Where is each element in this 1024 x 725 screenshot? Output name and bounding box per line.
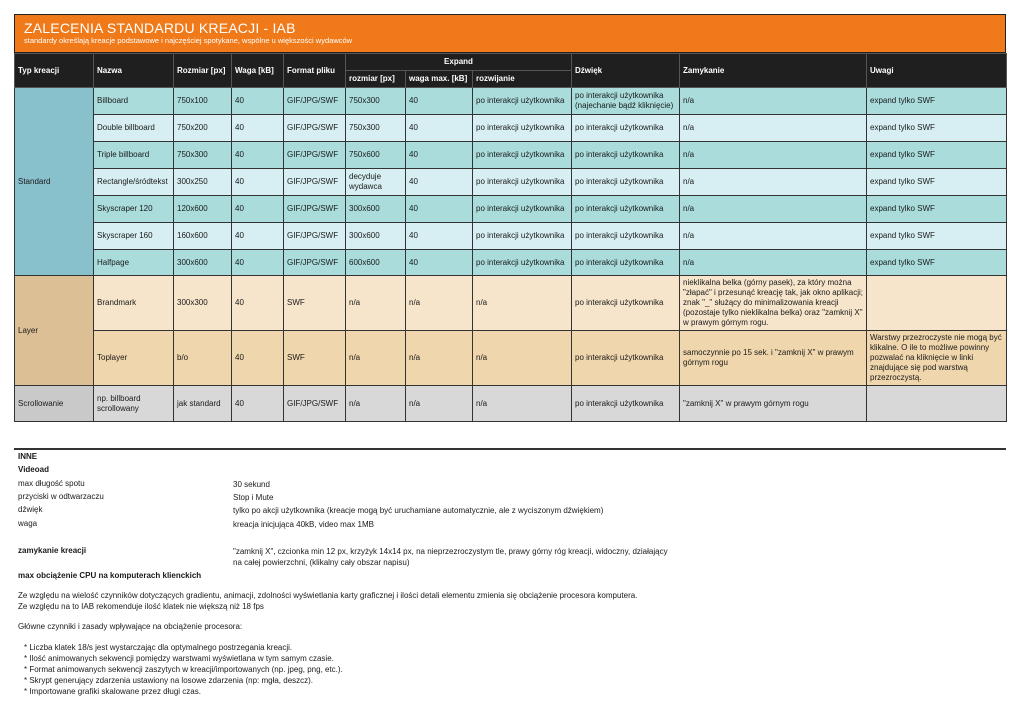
- cell-uwagi: expand tylko SWF: [867, 142, 1007, 169]
- table-row: [15, 169, 1007, 196]
- factor-item: * Importowane grafiki skalowane przez długi czas.: [24, 687, 201, 696]
- cell-expand-waga: n/a: [406, 331, 473, 386]
- factor-item: * Format animowanych sekwencji zaszytych w kreacji/importowanych (np. jpeg, png, etc.).: [24, 665, 343, 674]
- page-header: [14, 14, 1006, 53]
- table-row: [15, 196, 1007, 223]
- table-row: [15, 115, 1007, 142]
- header-expand-waga: waga max. [kB]: [406, 71, 473, 88]
- cell-expand-rozmiar: decyduje wydawca: [346, 169, 406, 196]
- table-row: [15, 250, 1007, 276]
- cell-rozmiar: 160x600: [174, 223, 232, 250]
- cell-waga: 40: [232, 331, 284, 386]
- table-row: [15, 223, 1007, 250]
- table-row: [15, 88, 1007, 115]
- cell-rozmiar: 750x300: [174, 142, 232, 169]
- video-item-value: tylko po akcji użytkownika (kreacje mogą być uruchamiane automatycznie, ale z wyciszonym dźwiękiem): [233, 506, 604, 515]
- cell-format: GIF/JPG/SWF: [284, 250, 346, 276]
- inne-title: INNE: [18, 452, 38, 461]
- cell-expand-rozmiar: 300x600: [346, 196, 406, 223]
- cell-zamykanie: n/a: [680, 169, 867, 196]
- video-item-value: Stop i Mute: [233, 493, 274, 502]
- header-expand-rozwijanie: rozwijanie: [473, 71, 572, 88]
- cell-dzwiek: po interakcji użytkownika: [572, 142, 680, 169]
- videoad-heading: Videoad: [18, 465, 49, 474]
- video-item-label: dźwięk: [18, 505, 43, 514]
- cell-format: SWF: [284, 331, 346, 386]
- header-format: Format pliku: [284, 54, 346, 88]
- cell-uwagi: [867, 276, 1007, 331]
- cell-waga: 40: [232, 142, 284, 169]
- cell-format: GIF/JPG/SWF: [284, 115, 346, 142]
- cell-uwagi: expand tylko SWF: [867, 115, 1007, 142]
- factor-item: * Skrypt generujący zdarzenia ustawiony na losowe zdarzenia (np: mgła, deszcz).: [24, 676, 314, 685]
- cell-expand-rozmiar: n/a: [346, 276, 406, 331]
- cell-rozmiar: 300x300: [174, 276, 232, 331]
- cell-dzwiek: po interakcji użytkownika: [572, 223, 680, 250]
- cell-waga: 40: [232, 169, 284, 196]
- cell-format: GIF/JPG/SWF: [284, 88, 346, 115]
- cell-rozwijanie: po interakcji użytkownika: [473, 169, 572, 196]
- cell-format: GIF/JPG/SWF: [284, 169, 346, 196]
- cell-waga: 40: [232, 250, 284, 276]
- table-body: [15, 88, 1007, 422]
- cell-nazwa: np. billboard scrollowany: [94, 386, 174, 422]
- factor-item: * Liczba klatek 18/s jest wystarczając dla optymalnego postrzegania kreacji.: [24, 643, 293, 652]
- cell-expand-rozmiar: 600x600: [346, 250, 406, 276]
- cell-waga: 40: [232, 276, 284, 331]
- cell-expand-waga: 40: [406, 250, 473, 276]
- cell-expand-rozmiar: 750x300: [346, 88, 406, 115]
- header-dzwiek: Dźwięk: [572, 54, 680, 88]
- cell-waga: 40: [232, 115, 284, 142]
- header-expand: Expand: [346, 54, 572, 71]
- cell-rozwijanie: po interakcji użytkownika: [473, 115, 572, 142]
- cell-nazwa: Skyscraper 120: [94, 196, 174, 223]
- cell-rozwijanie: n/a: [473, 386, 572, 422]
- cell-zamykanie: samoczynnie po 15 sek. i "zamknij X" w prawym górnym rogu: [680, 331, 867, 386]
- cell-rozwijanie: po interakcji użytkownika: [473, 142, 572, 169]
- header-nazwa: Nazwa: [94, 54, 174, 88]
- header-uwagi: Uwagi: [867, 54, 1007, 88]
- page-title: ZALECENIA STANDARDU KREACJI - IAB: [24, 20, 296, 36]
- video-item-label: max długość spotu: [18, 479, 85, 488]
- cell-rozwijanie: po interakcji użytkownika: [473, 196, 572, 223]
- cell-nazwa: Billboard: [94, 88, 174, 115]
- cell-expand-rozmiar: 750x300: [346, 115, 406, 142]
- cell-zamykanie: "zamknij X" w prawym górnym rogu: [680, 386, 867, 422]
- cell-rozmiar: 120x600: [174, 196, 232, 223]
- cell-rozwijanie: n/a: [473, 276, 572, 331]
- cell-uwagi: expand tylko SWF: [867, 223, 1007, 250]
- table-row: [15, 142, 1007, 169]
- creative-standards-table: [14, 53, 1007, 422]
- cell-dzwiek: po interakcji użytkownika: [572, 115, 680, 142]
- cell-dzwiek: po interakcji użytkownika: [572, 250, 680, 276]
- cell-zamykanie: n/a: [680, 250, 867, 276]
- cell-rozmiar: 300x250: [174, 169, 232, 196]
- video-item-label: przyciski w odtwarzaczu: [18, 492, 104, 501]
- cell-expand-waga: 40: [406, 169, 473, 196]
- cell-format: GIF/JPG/SWF: [284, 142, 346, 169]
- cell-nazwa: Double billboard: [94, 115, 174, 142]
- cell-uwagi: expand tylko SWF: [867, 250, 1007, 276]
- cell-zamykanie: n/a: [680, 142, 867, 169]
- cell-rozwijanie: po interakcji użytkownika: [473, 88, 572, 115]
- cell-waga: 40: [232, 223, 284, 250]
- cpu-title: max obciążenie CPU na komputerach klienckich: [18, 571, 202, 580]
- zamykanie-value-line1: "zamknij X", czcionka min 12 px, krzyżyk 14x14 px, na nieprzezroczystym tle, prawy górny róg kreacji, widoczny, działający: [233, 547, 668, 556]
- category-standard: Standard: [15, 88, 94, 276]
- cell-format: SWF: [284, 276, 346, 331]
- cell-waga: 40: [232, 196, 284, 223]
- cpu-paragraph-2: Ze względu na to IAB rekomenduje ilość klatek nie większą niż 18 fps: [18, 602, 264, 611]
- cell-zamykanie: nieklikalna belka (górny pasek), za który można "złapać" i przesunąć kreację tak, jak okno aplikacji; znak "_" służący do minimalizowania kreacji (pozostaje tylko nieklikalna belka) oraz "zamknij X" w prawym górnym rogu.: [680, 276, 867, 331]
- cell-zamykanie: n/a: [680, 88, 867, 115]
- cell-uwagi: Warstwy przezroczyste nie mogą być klikalne. O ile to możliwe powinny pozwalać na kliknięcie w linki znajdujące się pod warstwą przezroczystą.: [867, 331, 1007, 386]
- zamykanie-label: zamykanie kreacji: [18, 546, 87, 555]
- cell-waga: 40: [232, 386, 284, 422]
- factors-title: Główne czynniki i zasady wpływające na obciążenie procesora:: [18, 622, 243, 631]
- cell-expand-waga: n/a: [406, 276, 473, 331]
- cell-expand-rozmiar: n/a: [346, 386, 406, 422]
- cell-format: GIF/JPG/SWF: [284, 196, 346, 223]
- video-item-label: waga: [18, 519, 38, 528]
- cell-rozwijanie: po interakcji użytkownika: [473, 250, 572, 276]
- cell-nazwa: Toplayer: [94, 331, 174, 386]
- cell-nazwa: Brandmark: [94, 276, 174, 331]
- cell-rozmiar: 750x200: [174, 115, 232, 142]
- cell-expand-waga: 40: [406, 223, 473, 250]
- inne-section: [14, 448, 1006, 696]
- cell-expand-waga: n/a: [406, 386, 473, 422]
- zamykanie-value-line2: na całej powierzchni, (klikalny cały obszar napisu): [233, 558, 410, 567]
- cell-dzwiek: po interakcji użytkownika: [572, 196, 680, 223]
- cell-zamykanie: n/a: [680, 223, 867, 250]
- cell-expand-waga: 40: [406, 88, 473, 115]
- header-zamykanie: Zamykanie: [680, 54, 867, 88]
- cell-dzwiek: po interakcji użytkownika: [572, 276, 680, 331]
- cell-format: GIF/JPG/SWF: [284, 386, 346, 422]
- cell-uwagi: expand tylko SWF: [867, 169, 1007, 196]
- cell-expand-waga: 40: [406, 142, 473, 169]
- video-item-value: 30 sekund: [233, 480, 270, 489]
- cell-uwagi: expand tylko SWF: [867, 196, 1007, 223]
- cell-expand-waga: 40: [406, 196, 473, 223]
- cell-rozwijanie: po interakcji użytkownika: [473, 223, 572, 250]
- cell-dzwiek: po interakcji użytkownika: [572, 386, 680, 422]
- cell-nazwa: Triple billboard: [94, 142, 174, 169]
- factor-item: * Ilość animowanych sekwencji pomiędzy warstwami wyświetlana w tym samym czasie.: [24, 654, 334, 663]
- cell-expand-waga: 40: [406, 115, 473, 142]
- cell-zamykanie: n/a: [680, 196, 867, 223]
- cell-rozwijanie: n/a: [473, 331, 572, 386]
- cell-dzwiek: po interakcji użytkownika (najechanie bądź kliknięcie): [572, 88, 680, 115]
- table-row: [15, 386, 1007, 422]
- cell-nazwa: Halfpage: [94, 250, 174, 276]
- header-waga: Waga [kB]: [232, 54, 284, 88]
- header-expand-rozmiar: rozmiar [px]: [346, 71, 406, 88]
- table-row: [15, 276, 1007, 331]
- cell-dzwiek: po interakcji użytkownika: [572, 331, 680, 386]
- cell-waga: 40: [232, 88, 284, 115]
- cell-expand-rozmiar: 300x600: [346, 223, 406, 250]
- table-row: [15, 331, 1007, 386]
- cell-rozmiar: jak standard: [174, 386, 232, 422]
- cell-nazwa: Rectangle/śródtekst: [94, 169, 174, 196]
- cell-format: GIF/JPG/SWF: [284, 223, 346, 250]
- cell-rozmiar: b/o: [174, 331, 232, 386]
- page-subtitle: standardy określają kreacje podstawowe i najczęściej spotykane, wspólne u większości wydawców: [24, 36, 353, 45]
- cell-rozmiar: 300x600: [174, 250, 232, 276]
- category-scroll: Scrollowanie: [15, 386, 94, 422]
- video-item-value: kreacja inicjująca 40kB, video max 1MB: [233, 520, 374, 529]
- cell-uwagi: expand tylko SWF: [867, 88, 1007, 115]
- header-rozmiar: Rozmiar [px]: [174, 54, 232, 88]
- cell-dzwiek: po interakcji użytkownika: [572, 169, 680, 196]
- cell-uwagi: [867, 386, 1007, 422]
- cell-zamykanie: n/a: [680, 115, 867, 142]
- category-layer: Layer: [15, 276, 94, 386]
- cell-expand-rozmiar: 750x600: [346, 142, 406, 169]
- cell-nazwa: Skyscraper 160: [94, 223, 174, 250]
- cpu-paragraph-1: Ze względu na wielość czynników dotyczących gradientu, animacji, zdolności wyświetlania karty graficznej i ilości detali elementu zmienia się obciążenie procesora komputera.: [18, 591, 638, 600]
- cell-expand-rozmiar: n/a: [346, 331, 406, 386]
- header-typ: Typ kreacji: [15, 54, 94, 88]
- cell-rozmiar: 750x100: [174, 88, 232, 115]
